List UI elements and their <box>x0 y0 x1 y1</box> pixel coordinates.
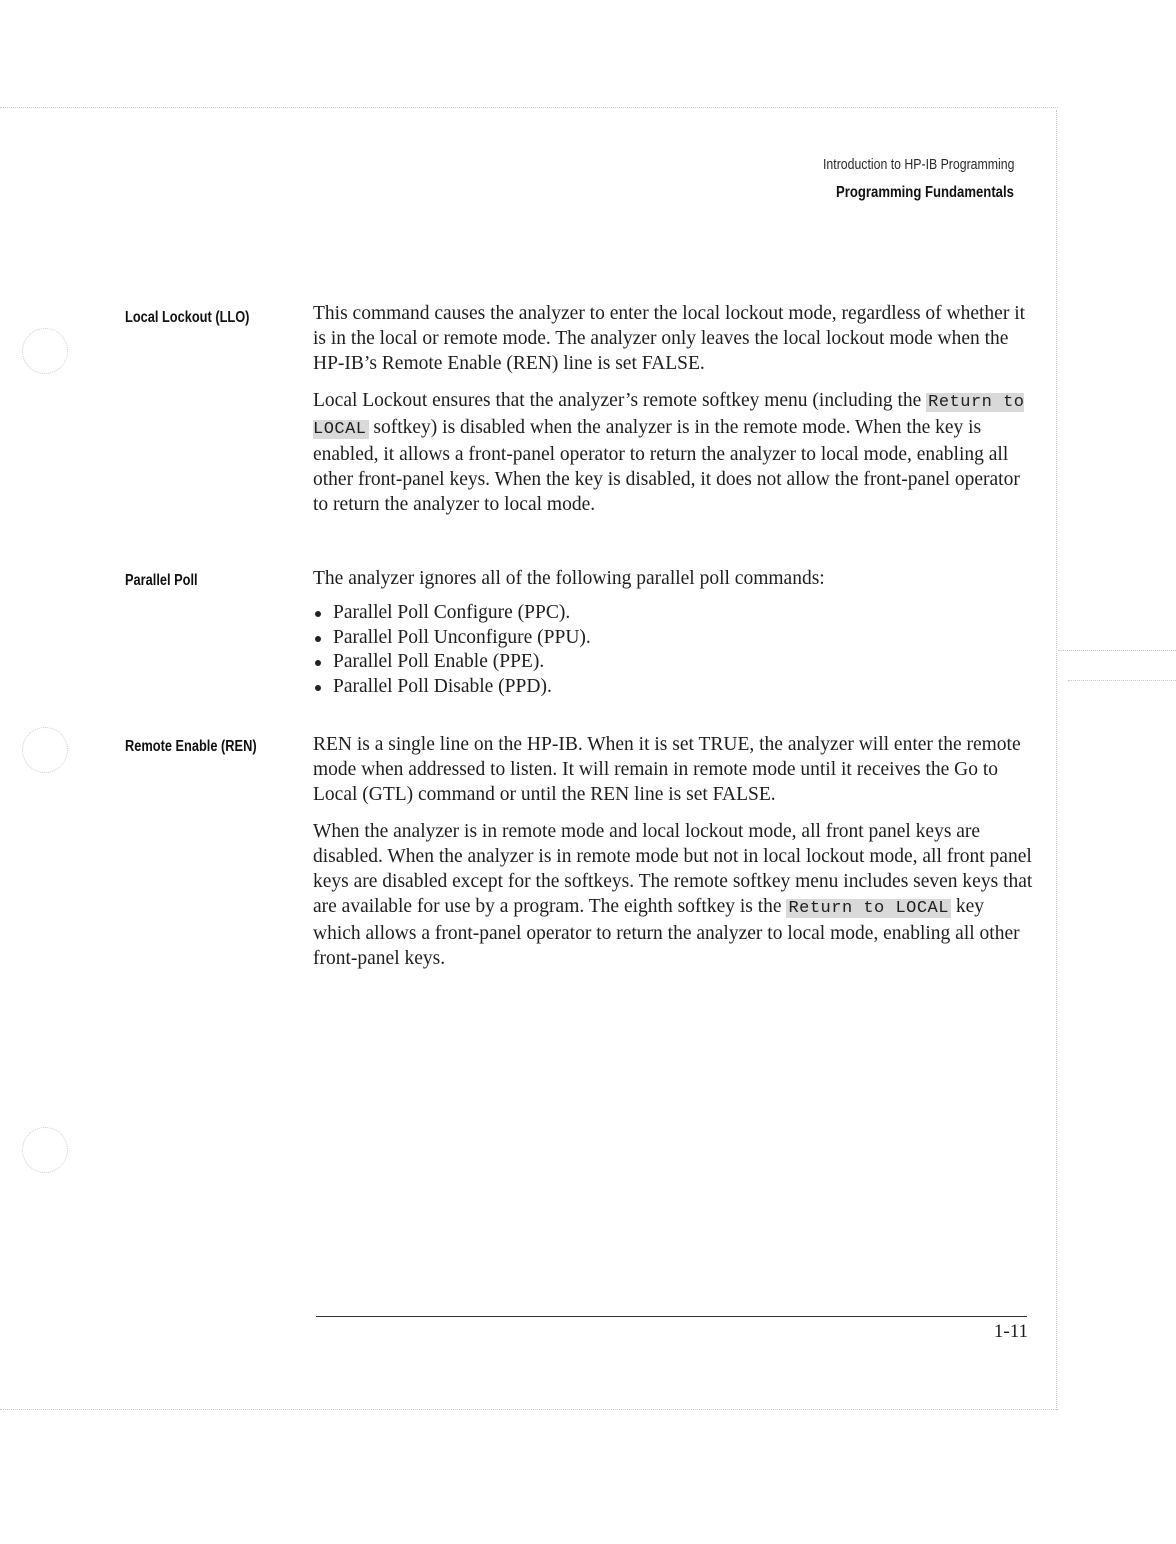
bullet-list <box>313 601 1033 699</box>
footer-rule <box>316 1316 1027 1317</box>
paragraph-text: softkey) is disabled when the analyzer is in the remote mode. When the key is enabled, it allows a front-panel operator to return the analyzer to local mode, enabling all other front-panel keys. When the key is disabled, it does not allow the front-panel operator to return the analyzer to local mode. <box>313 417 1020 515</box>
bullet-icon <box>315 660 321 666</box>
section-heading-parallel-poll: Parallel Poll <box>125 572 198 589</box>
bullet-icon <box>315 636 321 642</box>
paragraph <box>313 388 1033 517</box>
paragraph-text: Local Lockout ensures that the analyzer’s remote softkey menu (including the <box>313 390 922 411</box>
section-heading-remote-enable: Remote Enable (REN) <box>125 738 257 755</box>
list-item: Parallel Poll Configure (PPC). <box>313 601 1033 626</box>
paragraph: The analyzer ignores all of the following parallel poll commands: <box>313 568 825 589</box>
scan-bottom-edge <box>0 1409 1058 1410</box>
list-item: Parallel Poll Enable (PPE). <box>313 650 1033 675</box>
paragraph-text: key which allows a front-panel operator to return the analyzer to local mode, enabling all other front-panel keys. <box>313 896 1020 969</box>
scan-right-mark-2 <box>1068 680 1176 681</box>
section-body-local-lockout <box>313 301 1033 529</box>
scan-right-edge <box>1056 110 1057 1410</box>
list-item: Parallel Poll Disable (PPD). <box>313 675 1033 700</box>
section-body-parallel-poll <box>313 566 1033 699</box>
punch-hole-3 <box>22 1127 68 1173</box>
paragraph: This command causes the analyzer to enter the local lockout mode, regardless of whether it is in the local or remote mode. The analyzer only leaves the local lockout mode when the HP-IB’s Remote Enable (REN) line is set FALSE. <box>313 303 1026 374</box>
section-heading-local-lockout: Local Lockout (LLO) <box>125 309 250 326</box>
return-to-local-softkey: Return to LOCAL <box>788 899 949 918</box>
page-number: 1-11 <box>993 1321 1028 1342</box>
bullet-icon <box>315 611 321 617</box>
punch-hole-1 <box>22 328 68 374</box>
paragraph: REN is a single line on the HP-IB. When it is set TRUE, the analyzer will enter the remote mode when addressed to listen. It will remain in remote mode until it receives the Go to Local (GTL) command or until the REN line is set FALSE. <box>313 734 1021 805</box>
paragraph <box>313 819 1033 971</box>
bullet-icon <box>315 685 321 691</box>
scan-right-mark-1 <box>1058 650 1176 651</box>
running-header-section: Programming Fundamentals <box>836 184 1014 201</box>
scan-top-edge <box>0 107 1058 108</box>
punch-hole-2 <box>22 727 68 773</box>
running-header-chapter: Introduction to HP-IB Programming <box>822 156 1014 173</box>
paragraph-text: When the analyzer is in remote mode and local lockout mode, all front panel keys are disabled. When the analyzer is in remote mode but not in local lockout mode, all front panel keys are disabled except for the softkeys. The remote softkey menu includes seven keys that are available for use by a program. The eighth softkey is the <box>313 821 1033 917</box>
section-body-remote-enable <box>313 732 1033 983</box>
return-to-local-softkey: Return to LOCAL <box>313 393 1025 439</box>
list-item: Parallel Poll Unconfigure (PPU). <box>313 626 1033 651</box>
